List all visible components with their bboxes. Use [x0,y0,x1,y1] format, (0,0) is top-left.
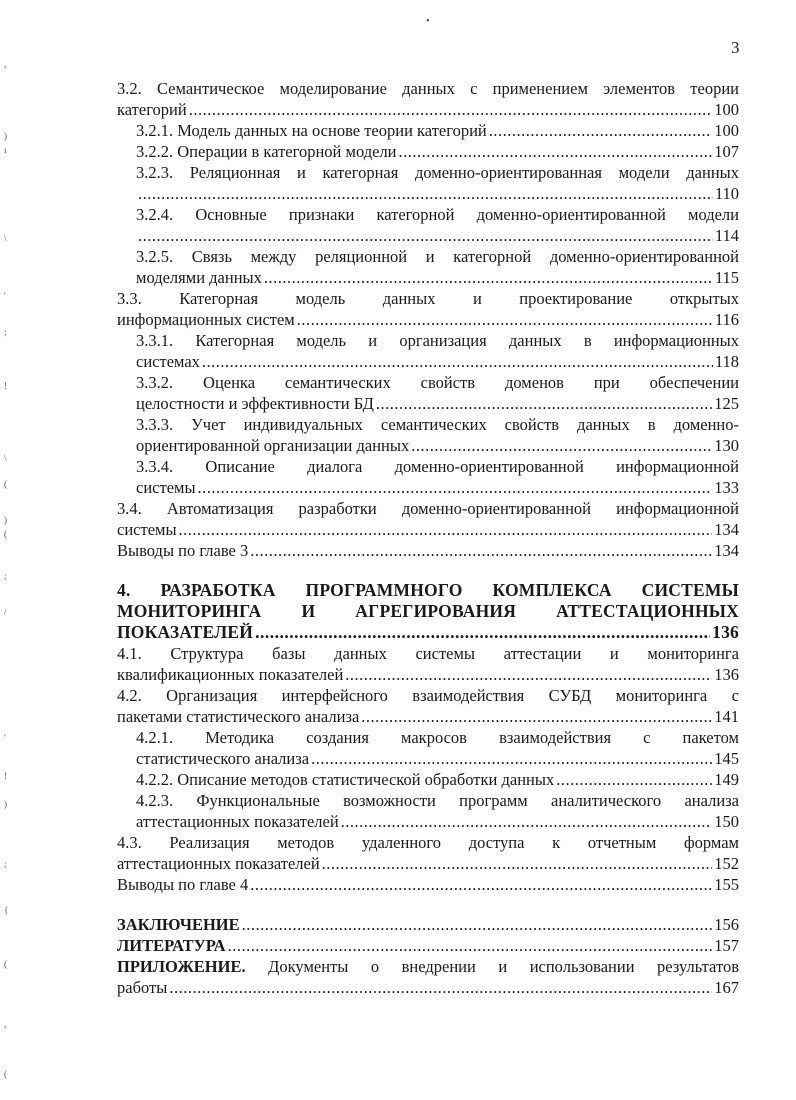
leader-dots [489,120,713,141]
toc-line-text: пакетами статистического анализа [117,707,360,726]
toc-entry[interactable] [117,935,739,956]
toc-line-text: 4.2.1. Методика создания макросов взаимодействия с пакетом [136,728,739,747]
toc-entry[interactable] [117,956,739,998]
section-gap [117,895,739,914]
leader-dots [242,914,713,935]
toc-line [136,372,739,393]
toc-page-number: 157 [714,936,739,955]
toc-line-text: системы [136,478,196,497]
toc-page-number: 100 [714,121,739,140]
leader-dots [341,811,713,832]
leader-dots [202,351,713,372]
toc-line [136,477,739,498]
toc-page-number: 130 [714,436,739,455]
toc-subsection-entry[interactable] [117,330,739,372]
toc-line [117,309,739,330]
toc-page-number: 149 [714,770,739,789]
toc-entry[interactable] [117,643,739,685]
toc-line [117,664,739,685]
toc-page-number: 155 [714,875,739,894]
toc-line-text: аттестационных показателей [117,854,320,873]
toc-line-text: системах [136,352,200,371]
toc-line [117,935,739,956]
toc-line [136,435,739,456]
toc-subsection-entry[interactable] [117,769,739,790]
toc-page-number: 100 [714,100,739,119]
toc-line-text: ЗАКЛЮЧЕНИЕ [117,915,240,934]
toc-page-number: 150 [714,812,739,831]
leader-dots [198,477,713,498]
toc-line [117,832,739,853]
toc-line-text: Выводы по главе 4 [117,875,249,894]
toc-line [117,99,739,120]
toc-subsection-entry[interactable] [117,456,739,498]
toc-page-number: 115 [714,268,739,287]
leader-dots [345,664,712,685]
toc-line-text: ориентированной организации данных [136,436,410,455]
toc-entry[interactable] [117,914,739,935]
toc-line-text: моделями данных [136,268,262,287]
leader-dots [250,874,712,895]
toc-line [136,246,739,267]
toc-page-number: 156 [714,915,739,934]
toc-line [136,204,739,225]
toc-line [117,498,739,519]
toc-page-number: 134 [714,541,739,560]
leader-dots [556,769,712,790]
toc-line-text: 4.1. Структура базы данных системы аттестации и мониторинга [117,644,739,663]
leader-dots [264,267,713,288]
toc-line-text: целостности и эффективности БД [136,394,374,413]
toc-line [117,580,739,601]
toc-subsection-entry[interactable] [117,372,739,414]
toc-line [136,790,739,811]
toc-page-number: 136 [714,665,739,684]
toc-line [136,183,739,204]
toc-line [136,162,739,183]
toc-line-text: МОНИТОРИНГА И АГРЕГИРОВАНИЯ АТТЕСТАЦИОННЫХ [117,601,739,621]
toc-line [136,811,739,832]
leader-dots [376,393,712,414]
toc-page-number: 145 [714,749,739,768]
toc-line [136,727,739,748]
toc-line [117,874,739,895]
leader-dots [399,141,713,162]
toc-line-text: 3.2.2. Операции в категорной модели [136,142,397,161]
leader-dots [138,183,713,204]
toc-entry[interactable] [117,685,739,727]
toc-line-text: ЛИТЕРАТУРА [117,936,226,955]
leader-dots [250,540,712,561]
leader-dots [322,853,713,874]
toc-subsection-entry[interactable] [117,727,739,769]
leader-dots [179,519,713,540]
toc-line [136,769,739,790]
toc-line [136,456,739,477]
toc-line-text: 3.2.1. Модель данных на основе теории категорий [136,121,487,140]
toc-line-text: 3.3.3. Учет индивидуальных семантических свойств данных в доменно- [136,415,739,434]
leader-dots [297,309,713,330]
toc-line [136,414,739,435]
toc-page-number: 134 [714,520,739,539]
toc-line-text: 3.3. Категорная модель данных и проектирование открытых [117,289,739,308]
leader-dots [411,435,712,456]
toc-page-number: 136 [712,622,739,642]
toc-line-text: 3.2.5. Связь между реляционной и категорной доменно-ориентированной [136,247,739,266]
toc-chapter-heading[interactable] [117,580,739,643]
toc-page-number: 133 [714,478,739,497]
table-of-contents [117,78,739,998]
toc-line-rest: Документы о внедрении и использовании результатов [245,957,739,976]
toc-line [117,685,739,706]
leader-dots [138,225,713,246]
toc-line [117,288,739,309]
toc-subsection-entry[interactable] [117,204,739,246]
toc-line-text: 3.2.3. Реляционная и категорная доменно-ориентированная модели данных [136,163,739,182]
toc-line [136,351,739,372]
toc-line [117,540,739,561]
toc-line [136,330,739,351]
toc-line-text: 3.2.4. Основные признаки категорной доменно-ориентированной модели [136,205,739,224]
toc-subsection-entry[interactable] [117,790,739,832]
toc-page-number: 110 [714,184,739,203]
toc-line-text [117,957,739,976]
toc-line [136,141,739,162]
toc-page-number: 167 [714,978,739,997]
toc-entry[interactable] [117,78,739,120]
toc-subsection-entry[interactable] [117,141,739,162]
toc-line [136,267,739,288]
toc-line [136,225,739,246]
toc-entry[interactable] [117,288,739,330]
toc-line-text: 3.4. Автоматизация разработки доменно-ориентированной информационной [117,499,739,518]
leader-dots [228,935,713,956]
toc-line-text: ПОКАЗАТЕЛЕЙ [117,622,254,642]
toc-line-text: 4.2.2. Описание методов статистической обработки данных [136,770,555,789]
toc-line [117,622,739,643]
toc-line [136,393,739,414]
toc-subsection-entry[interactable] [117,414,739,456]
toc-subsection-entry[interactable] [117,120,739,141]
toc-line [117,977,739,998]
toc-line-text: работы [117,978,168,997]
toc-line-text: аттестационных показателей [136,812,339,831]
toc-page-number: 141 [714,707,739,726]
toc-line-text: 4.3. Реализация методов удаленного доступа к отчетным формам [117,833,739,852]
toc-entry[interactable] [117,498,739,540]
toc-line-text: 3.3.2. Оценка семантических свойств доменов при обеспечении [136,373,739,392]
leader-dots [255,622,710,643]
toc-line [117,601,739,622]
leader-dots [189,99,713,120]
toc-page-number: 116 [714,310,739,329]
toc-page-number: 107 [714,142,739,161]
toc-line [117,643,739,664]
toc-line [117,853,739,874]
toc-line [136,748,739,769]
toc-subsection-entry[interactable] [117,246,739,288]
leader-dots [361,706,712,727]
toc-line-text: системы [117,520,177,539]
toc-line-text: статистического анализа [136,749,310,768]
page-number: 3 [731,38,740,57]
toc-line [117,914,739,935]
toc-page-number: 118 [714,352,739,371]
toc-page-number: 114 [714,226,739,245]
toc-subsection-entry[interactable] [117,162,739,204]
toc-line-text: информационных систем [117,310,295,329]
toc-entry[interactable] [117,874,739,895]
toc-page-number: 152 [714,854,739,873]
toc-line-text: категорий [117,100,187,119]
leader-dots [169,977,712,998]
toc-line-text: 3.2. Семантическое моделирование данных с применением элементов теории [117,79,739,98]
scan-speck: • [426,16,430,27]
toc-line-text: квалификационных показателей [117,665,344,684]
toc-line [117,78,739,99]
toc-entry[interactable] [117,540,739,561]
toc-line [117,956,739,977]
toc-line-text: 3.3.1. Категорная модель и организация данных в информационных [136,331,739,350]
leader-dots [311,748,712,769]
toc-line [117,519,739,540]
toc-page-number: 125 [714,394,739,413]
scan-margin-marks: , ) ı \ ' ; ! \ ( ) ( ; / ' ! ) ; { ( , ( [4,59,9,1079]
toc-line [117,706,739,727]
toc-bold-prefix: ПРИЛОЖЕНИЕ. [117,957,246,976]
toc-line-text: 4.2.3. Функциональные возможности программ аналитического анализа [136,791,739,810]
toc-line-text: 3.3.4. Описание диалога доменно-ориентированной информационной [136,457,739,476]
toc-line-text: Выводы по главе 3 [117,541,249,560]
section-gap [117,561,739,580]
toc-line-text: 4.2. Организация интерфейсного взаимодействия СУБД мониторинга с [117,686,739,705]
toc-line-text: 4. РАЗРАБОТКА ПРОГРАММНОГО КОМПЛЕКСА СИСТЕМЫ [117,580,739,600]
toc-line [136,120,739,141]
toc-entry[interactable] [117,832,739,874]
